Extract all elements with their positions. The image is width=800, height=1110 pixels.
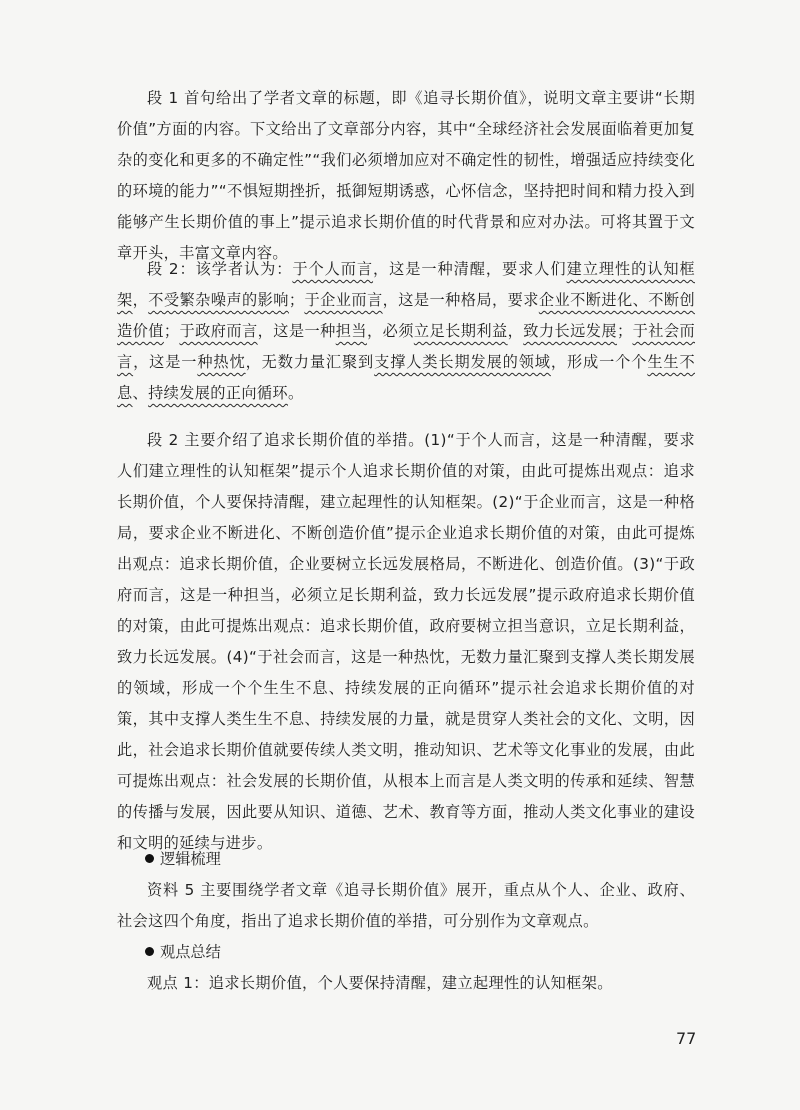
key-phrase-underlined: 致力长远发展: [523, 322, 617, 340]
text-segment: 、: [132, 384, 149, 402]
text-segment: ；: [288, 291, 305, 309]
bullet-icon: [145, 854, 154, 863]
key-phrase-underlined: 立足长期利益: [413, 322, 508, 340]
key-phrase-underlined: 担当: [335, 322, 367, 340]
key-phrase-underlined: 于企业而言: [304, 291, 383, 309]
key-phrase-underlined: 企业不断进化、不断创造价值: [117, 291, 695, 340]
key-phrase-underlined: 不受繁杂噪声的影响: [148, 291, 289, 309]
key-phrase-underlined: 于个人而言: [292, 260, 374, 278]
heading-logic-text: 逻辑梳理: [160, 850, 221, 868]
heading-summary: [145, 937, 221, 968]
paragraph-1: 段 1 首句给出了学者文章的标题，即《追寻长期价值》，说明文章主要讲“长期价值”方面的内容。下文给出了文章部分内容，其中“全球经济社会发展面临着更加复杂的变化和更多的不确定性”“我们必须增加应对不确定性的韧性，增强适应持续变化的环境的能力”“不惧短期挫折，抵御短期诱惑，心怀信念，坚持把时间和精力投入到能够产生长期价值的事上”提示追求长期价值的时代背景和应对办法。可将其置于文章开头，丰富文章内容。: [117, 89, 695, 262]
text-segment: 。: [287, 384, 304, 402]
text-segment: ，: [132, 291, 149, 309]
text-segment: ，这是一种格局，要求: [382, 291, 539, 309]
page-number: 77: [676, 1029, 697, 1048]
paragraph-5: 观点 1：追求长期价值，个人要保持清醒，建立起理性的认知框架。: [147, 974, 613, 992]
key-phrase-underlined: 支撑人类长期发展的领域: [374, 353, 551, 371]
text-segment: 段 2：该学者认为：: [147, 260, 293, 278]
text-segment: ，必须: [366, 322, 414, 340]
text-segment: ，这是一种: [257, 322, 336, 340]
text-segment: ；: [163, 322, 180, 340]
text-segment: ，这是一种清醒，要求人们: [373, 260, 567, 278]
key-phrase-underlined: 持续发展的正向循环: [148, 384, 288, 402]
text-segment: ，无数力量汇聚到: [245, 353, 375, 371]
key-phrase-underlined: 于政府而言: [179, 322, 258, 340]
text-segment: ，: [507, 322, 524, 340]
heading-logic: [145, 844, 221, 875]
paragraph-2-excerpt: [117, 254, 695, 409]
text-segment: ，这是一: [133, 353, 198, 371]
text-segment: ；: [616, 322, 633, 340]
bullet-icon: [145, 947, 154, 956]
heading-summary-text: 观点总结: [160, 943, 221, 961]
key-phrase-underlined: 于社会而言: [117, 322, 695, 371]
text-segment: ，形成一个个: [550, 353, 648, 371]
key-phrase-underlined: 建立理性的认知框架: [117, 260, 695, 309]
key-phrase-underlined: 种热忱: [197, 353, 246, 371]
paragraph-4: 资料 5 主要围绕学者文章《追寻长期价值》展开，重点从个人、企业、政府、社会这四个角度，指出了追求长期价值的举措，可分别作为文章观点。: [117, 881, 695, 930]
key-phrase-underlined: 生生不息: [117, 353, 695, 402]
paragraph-3: 段 2 主要介绍了追求长期价值的举措。(1)“于个人而言，这是一种清醒，要求人们建立理性的认知框架”提示个人追求长期价值的对策，由此可提炼出观点：追求长期价值，个人要保持清醒，建立起理性的认知框架。(2)“于企业而言，这是一种格局，要求企业不断进化、不断创造价值”提示企业追求长期价值的对策，由此可提炼出观点：追求长期价值，企业要树立长远发展格局，不断进化、创造价值。(3)“于政府而言，这是一种担当，必须立足长期利益，致力长远发展”提示政府追求长期价值的对策，由此可提炼出观点：追求长期价值，政府要树立担当意识，立足长期利益，致力长远发展。(4)“于社会而言，这是一种热忱，无数力量汇聚到支撑人类长期发展的领域，形成一个个生生不息、持续发展的正向循环”提示社会追求长期价值的对策，其中支撑人类生生不息、持续发展的力量，就是贯穿人类社会的文化、文明，因此，社会追求长期价值就要传续人类文明，推动知识、艺术等文化事业的发展，由此可提炼出观点：社会发展的长期价值，从根本上而言是人类文明的传承和延续、智慧的传播与发展，因此要从知识、道德、艺术、教育等方面，推动人类文化事业的建设和文明的延续与进步。: [117, 431, 695, 852]
